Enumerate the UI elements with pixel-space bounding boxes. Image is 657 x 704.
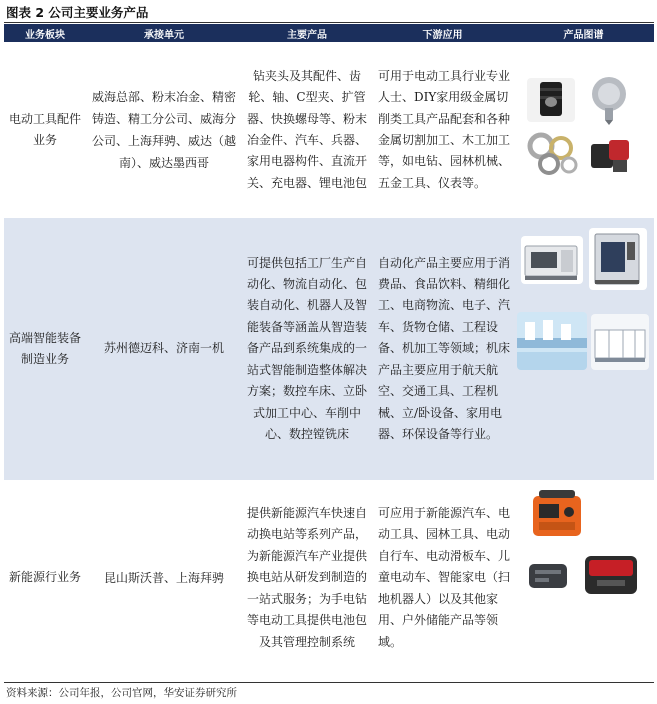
applications-cell: 可用于电动工具行业专业人士、DIY家用级金属切削类工具产品配套和各种金属切割加工、木工加工等，如电钻、园林机械、五金工具、仪表等。 <box>372 42 513 218</box>
header-applications: 下游应用 <box>372 24 513 42</box>
units-cell: 昆山斯沃普、上海拜骋 <box>86 480 242 676</box>
title-divider <box>4 22 654 23</box>
switch-part-image <box>585 134 635 178</box>
applications-cell: 可应用于新能源汽车、电动工具、园林工具、电动自行车、电动滑板车、儿童电动车、智能家电（扫地机器人）以及其他家用、户外储能产品等领域。 <box>372 480 513 676</box>
drill-chuck-silver-image <box>583 72 635 126</box>
header-units: 承接单元 <box>86 24 242 42</box>
header-products: 主要产品 <box>242 24 372 42</box>
battery-pack-red-image <box>579 542 643 602</box>
applications-cell: 自动化产品主要应用于消费品、食品饮料、精细化工、电商物流、电子、汽车、货物仓储、工程设备、机加工等领域；机床产品主要应用于航天航空、交通工具、工程机械、立/卧设备、家用电器、环保设备等行业。 <box>372 218 513 480</box>
battery-pack-small-image <box>523 556 573 594</box>
product-images-cell <box>513 218 654 480</box>
source-divider <box>4 682 654 683</box>
segment-cell: 电动工具配件业务 <box>4 42 86 218</box>
units-cell: 威海总部、粉末冶金、精密铸造、精工分公司、威海分公司、上海拜骋、威达（越南）、威达墨西哥 <box>86 42 242 218</box>
header-segment: 业务板块 <box>4 24 86 42</box>
products-cell: 可提供包括工厂生产自动化、物流自动化、包装自动化、机器人及智能装备等涵盖从智造装备产品到系统集成的一站式智能制造整体解决方案；数控车床、立卧式加工中心、车削中心、数控镗铣床 <box>242 218 372 480</box>
segment-cell: 新能源行业务 <box>4 480 86 676</box>
machining-center-image <box>589 228 647 290</box>
segment-cell: 高端智能装备制造业务 <box>4 218 86 480</box>
figure-title: 图表 2 公司主要业务产品 <box>6 5 149 20</box>
table-row <box>4 480 654 676</box>
cnc-lathe-image <box>521 236 583 284</box>
products-cell: 钻夹头及其配件、齿轮、轴、C型夹、扩管器、快换螺母等、粉末冶金件、汽车、兵器、家用电器构件、直流开关、充电器、锂电池包 <box>242 42 372 218</box>
units-cell: 苏州德迈科、济南一机 <box>86 218 242 480</box>
table-row <box>4 42 654 218</box>
power-station-image <box>527 486 587 542</box>
gears-rings-image <box>527 132 579 176</box>
table-header-row <box>4 24 654 42</box>
product-images-cell <box>513 42 654 218</box>
header-images: 产品图谱 <box>513 24 654 42</box>
assembly-system-image <box>591 314 649 370</box>
table-row <box>4 218 654 480</box>
automation-line-image <box>517 312 587 370</box>
products-cell: 提供新能源汽车快速自动换电站等系列产品，为新能源汽车产业提供换电站从研发到制造的一站式服务；为手电钻等电动工具提供电池包及其管理控制系统 <box>242 480 372 676</box>
drill-chuck-black-image <box>527 78 575 122</box>
business-products-table <box>4 24 654 676</box>
source-note: 资料来源：公司年报，公司官网，华安证券研究所 <box>6 687 237 699</box>
product-images-cell <box>513 480 654 676</box>
